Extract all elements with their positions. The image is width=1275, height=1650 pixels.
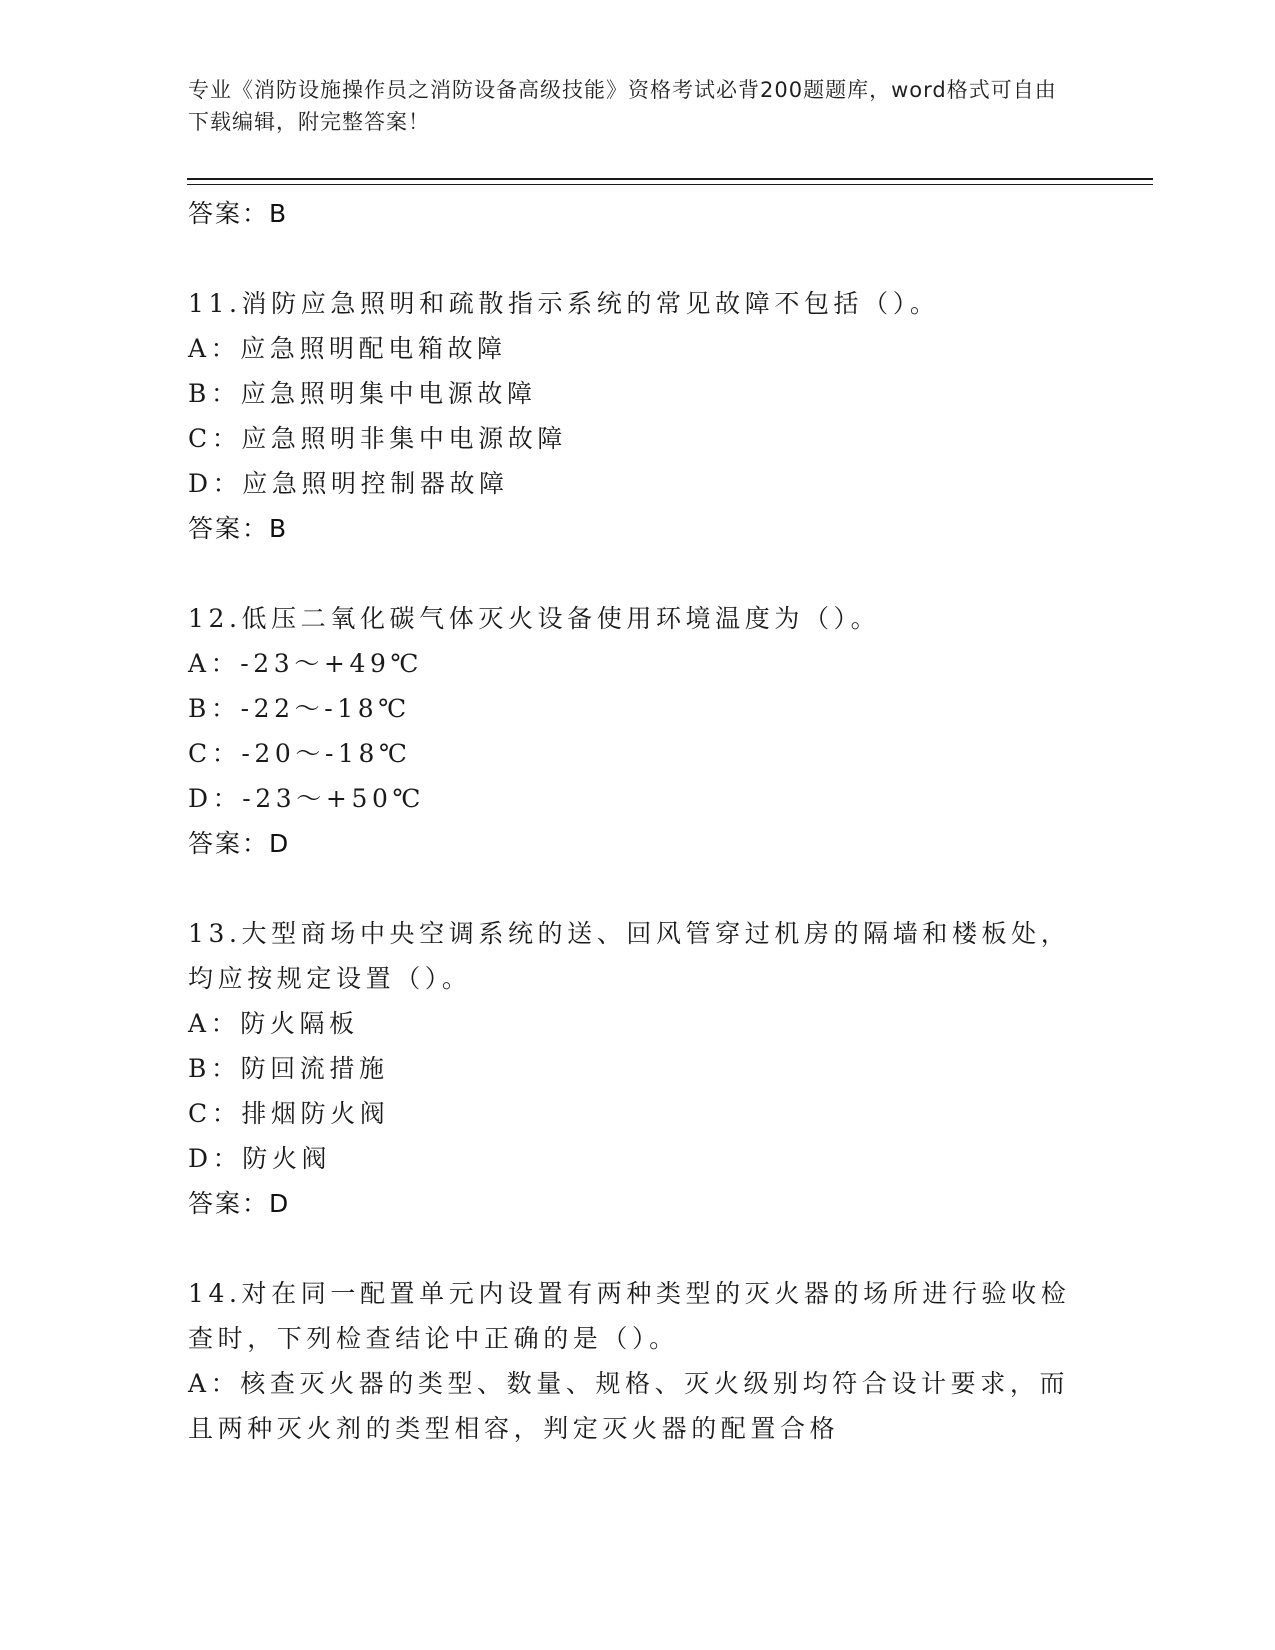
- option-d: D：防火阀: [188, 1144, 332, 1173]
- option-c: C：应急照明非集中电源故障: [188, 424, 567, 453]
- option-a: A：核查灭火器的类型、数量、规格、灭火级别均符合设计要求，而且两种灭火剂的类型相容，判定灭火器的配置合格: [188, 1369, 1070, 1443]
- answer-line: 答案：D: [188, 1189, 291, 1218]
- question-stem: 14.对在同一配置单元内设置有两种类型的灭火器的场所进行验收检查时，下列检查结论中正确的是（）。: [188, 1279, 1071, 1353]
- question-stem: 11.消防应急照明和疏散指示系统的常见故障不包括（）。: [188, 289, 940, 318]
- document-header: 专业《消防设施操作员之消防设备高级技能》资格考试必背200题题库，word格式可自由下载编辑，附完整答案！: [188, 78, 1057, 134]
- question-stem: 13.大型商场中央空调系统的送、回风管穿过机房的隔墙和楼板处，均应按规定设置（）。: [188, 919, 1071, 993]
- question-12: [188, 596, 1088, 866]
- option-c: C：排烟防火阀: [188, 1099, 390, 1128]
- header-divider-thin: [187, 184, 1153, 185]
- question-14: [188, 1271, 1088, 1451]
- option-d: D：应急照明控制器故障: [188, 469, 509, 498]
- option-b: B：应急照明集中电源故障: [188, 379, 537, 408]
- header-divider-thick: [187, 178, 1153, 180]
- question-stem: 12.低压二氧化碳气体灭火设备使用环境温度为（）。: [188, 604, 881, 633]
- option-b: B：防回流措施: [188, 1054, 389, 1083]
- previous-answer: 答案：B: [188, 199, 289, 228]
- question-11: [188, 281, 1088, 551]
- option-a: A：应急照明配电箱故障: [188, 334, 507, 363]
- option-c: C：-20～-18℃: [188, 739, 412, 768]
- question-list: [188, 188, 1088, 1451]
- option-a: A：防火隔板: [188, 1009, 359, 1038]
- answer-line: 答案：B: [188, 514, 289, 543]
- question-13: [188, 911, 1088, 1226]
- option-a: A：-23～+49℃: [188, 649, 424, 678]
- answer-line: 答案：D: [188, 829, 291, 858]
- option-b: B：-22～-18℃: [188, 694, 411, 723]
- option-d: D：-23～+50℃: [188, 784, 426, 813]
